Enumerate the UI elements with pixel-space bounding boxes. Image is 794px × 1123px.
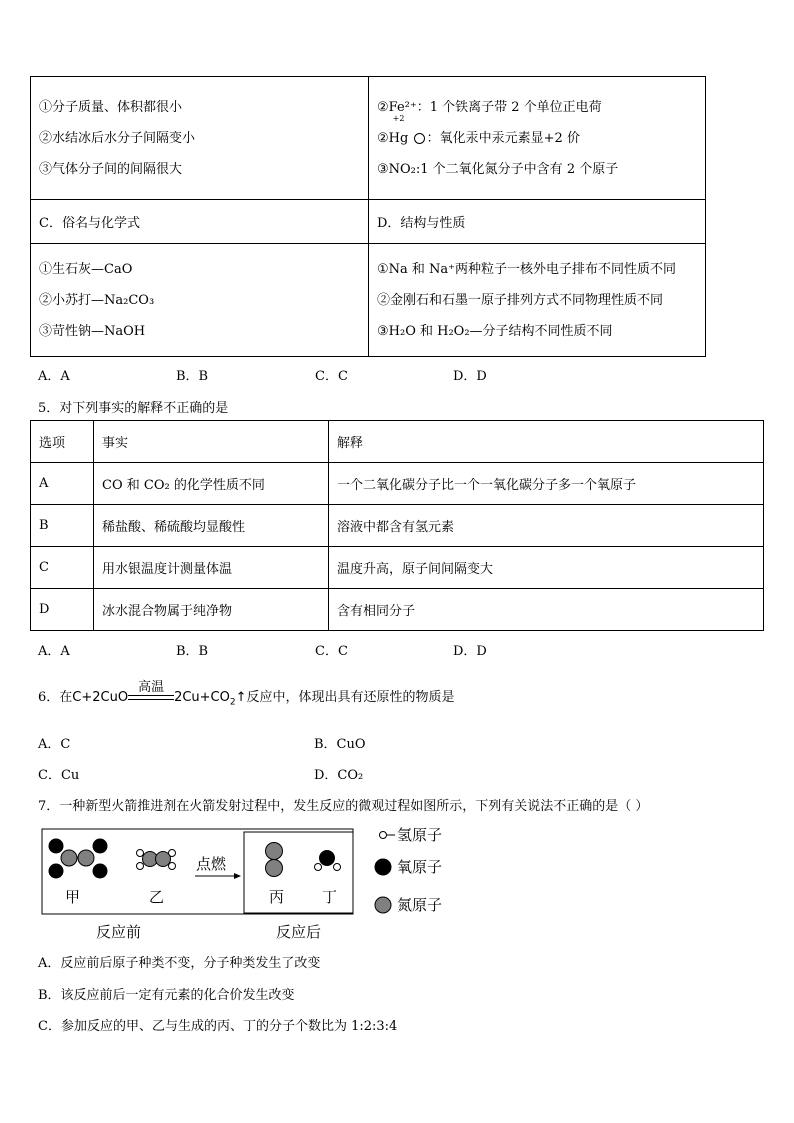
q5-option-a: A．A: [38, 644, 70, 659]
q5-option-d: D．D: [453, 644, 487, 659]
valence-sup: +2: [392, 113, 405, 123]
q5-row-d-explain: 含有相同分子: [329, 589, 764, 631]
legend-nitrogen: [375, 897, 391, 913]
q5-row-a-fact: CO 和 CO₂ 的化学性质不同: [94, 463, 329, 505]
q6-option-d: D．CO₂: [314, 768, 364, 783]
q5-header-option: 选项: [31, 421, 94, 463]
q4-header-c: C．俗名与化学式: [31, 200, 369, 244]
q7-stem: 7．一种新型火箭推进剂在火箭发射过程中，发生反应的微观过程如图所示，下列有关说法不正确的是（ ）: [38, 799, 649, 814]
label-yi: 乙: [149, 888, 165, 906]
legend-hydrogen-label: 氢原子: [397, 826, 443, 844]
table-row: [31, 505, 764, 547]
q4-cell-d: [369, 244, 706, 357]
mercury-symbol: Hg: [388, 130, 409, 146]
label-jia: 甲: [65, 888, 81, 906]
legend-oxygen: [375, 859, 391, 875]
q6-reactants: C+2CuO: [72, 690, 129, 705]
q4-c-line-2: ②小苏打—Na₂CO₃: [39, 292, 155, 308]
q6-products: 2Cu+CO: [174, 690, 230, 705]
q6-prefix: 6．在: [38, 690, 73, 705]
q7-option-b: B．该反应前后一定有元素的化合价发生改变: [38, 988, 295, 1003]
q6-option-a: A．C: [38, 737, 71, 752]
q4-c-line-1: ①生石灰—CaO: [39, 261, 133, 277]
legend-nitrogen-label: 氮原子: [397, 896, 443, 914]
caption-after: 反应后: [276, 923, 322, 941]
q5-stem: 5．对下列事实的解释不正确的是: [38, 401, 229, 416]
q4-option-a: A．A: [38, 369, 70, 384]
q4-d-line-2: ②金刚石和石墨一原子排列方式不同物理性质不同: [377, 292, 664, 308]
q5-row-c-explain: 温度升高，原子间间隔变大: [329, 547, 764, 589]
q6-option-b: B．CuO: [314, 737, 366, 752]
q5-row-d-option: D: [31, 589, 94, 631]
q4-a-line-2: ②水结冰后水分子间隔变小: [39, 130, 196, 146]
q5-header-fact: 事实: [94, 421, 329, 463]
q5-row-a-option: A: [31, 463, 94, 505]
table-row: [31, 463, 764, 505]
q4-option-c: C．C: [315, 369, 348, 384]
q4-header-d: D．结构与性质: [369, 200, 706, 244]
q4-options: [38, 365, 487, 384]
q5-row-c-option: C: [31, 547, 94, 589]
q4-cell-b: [369, 77, 706, 200]
q6-stem: [38, 679, 455, 708]
q6-condition-equals: [128, 679, 174, 705]
q4-b-line-2-text: ：氧化汞中汞元素显+2 价: [426, 130, 580, 146]
caption-before: 反应前: [96, 923, 142, 941]
q5-row-a-explain: 一个二氧化碳分子比一个一氧化碳分子多一个氧原子: [329, 463, 764, 505]
label-ding: 丁: [322, 888, 338, 906]
q6-condition: 高温: [138, 679, 165, 695]
q4-option-d: D．D: [453, 369, 487, 384]
q4-option-b: B．B: [176, 369, 209, 384]
q4-a-line-3: ③气体分子间的间隔很大: [39, 161, 183, 177]
q5-header-explain: 解释: [329, 421, 764, 463]
equals-line-top: [128, 695, 174, 696]
q5-options: [38, 640, 487, 659]
table-row: [31, 547, 764, 589]
q4-cell-a: [31, 77, 369, 200]
q4-d-line-1: ①Na 和 Na⁺两种粒子一核外电子排布不同性质不同: [377, 261, 677, 277]
label-bing: 丙: [269, 888, 285, 906]
legend-oxygen-label: 氧原子: [397, 858, 443, 876]
equals-line-bottom: [128, 699, 174, 700]
up-arrow-icon: ↑: [235, 690, 247, 705]
q5-row-c-fact: 用水银温度计测量体温: [94, 547, 329, 589]
q5-option-c: C．C: [315, 644, 348, 659]
q5-table: [30, 420, 764, 631]
q4-table: [30, 76, 706, 357]
q4-b-line-3: ③NO₂:1 个二氧化氮分子中含有 2 个原子: [377, 161, 619, 177]
q5-row-b-option: B: [31, 505, 94, 547]
table-row: [31, 589, 764, 631]
circle-mark-icon: [414, 133, 425, 144]
q4-cell-c: [31, 244, 369, 357]
q5-row-b-fact: 稀盐酸、稀硫酸均显酸性: [94, 505, 329, 547]
q7-option-a: A．反应前后原子种类不变，分子种类发生了改变: [38, 956, 321, 971]
q4-c-line-3: ③苛性钠—NaOH: [39, 323, 146, 339]
legend-hydrogen: [380, 832, 396, 839]
arrow-label: 点燃: [196, 855, 227, 873]
q5-row-b-explain: 溶液中都含有氢元素: [329, 505, 764, 547]
q4-b-line-2: ② +2 Hg ：氧化汞中汞元素显+2 价: [377, 113, 580, 146]
q7-reaction-diagram: [38, 824, 458, 944]
q6-sub-2: 2: [229, 697, 236, 708]
q6-option-c: C．Cu: [38, 768, 80, 783]
q7-option-c: C．参加反应的甲、乙与生成的丙、丁的分子个数比为 1:2:3:4: [38, 1019, 398, 1034]
q4-d-line-3: ③H₂O 和 H₂O₂—分子结构不同性质不同: [377, 323, 613, 339]
q6-suffix: 反应中，体现出具有还原性的物质是: [246, 690, 455, 705]
q5-row-d-fact: 冰水混合物属于纯净物: [94, 589, 329, 631]
q4-b-line-1: ②Fe²⁺：1 个铁离子带 2 个单位正电荷: [377, 99, 602, 115]
q4-a-line-1: ①分子质量、体积都很小: [39, 99, 183, 115]
q5-option-b: B．B: [176, 644, 209, 659]
